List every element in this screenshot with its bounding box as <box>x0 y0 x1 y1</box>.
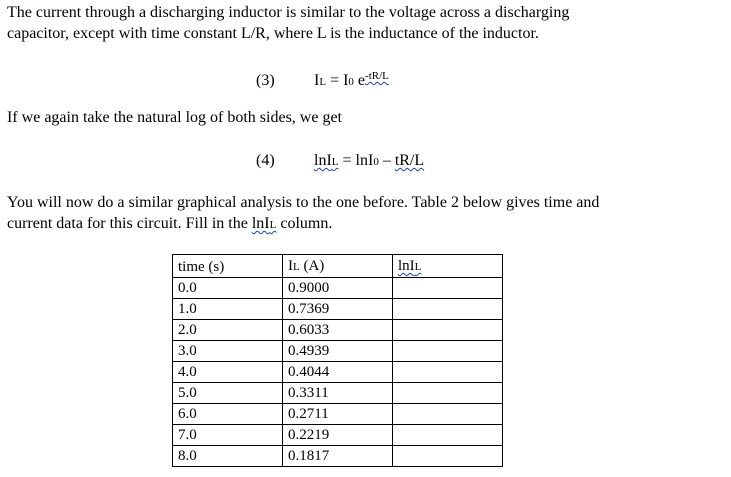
equation-3-e: e <box>353 72 366 89</box>
cell-current: 0.1817 <box>283 446 393 467</box>
header-ln <box>393 255 503 278</box>
data-table <box>172 254 503 467</box>
header-current-main: I <box>288 258 293 274</box>
cell-ln[interactable] <box>393 320 503 341</box>
table-row <box>173 299 503 320</box>
header-ln-main: lnI <box>398 258 415 274</box>
cell-time: 2.0 <box>173 320 283 341</box>
cell-time: 0.0 <box>173 278 283 299</box>
table-row <box>173 341 503 362</box>
equation-4-rhs-a: = lnI <box>338 152 374 169</box>
cell-time: 1.0 <box>173 299 283 320</box>
cell-ln[interactable] <box>393 383 503 404</box>
equation-4-rhs-b: – <box>378 152 395 169</box>
table-row <box>173 383 503 404</box>
cell-time: 4.0 <box>173 362 283 383</box>
table-row <box>173 425 503 446</box>
cell-ln[interactable] <box>393 278 503 299</box>
cell-current: 0.2219 <box>283 425 393 446</box>
instructions-line-2-before: current data for this circuit. Fill in the <box>7 215 252 232</box>
equation-3-equals: = I <box>326 72 349 89</box>
cell-current: 0.2711 <box>283 404 393 425</box>
cell-time: 8.0 <box>173 446 283 467</box>
equation-4 <box>256 151 424 172</box>
instructions-ln-main: lnI <box>251 215 270 232</box>
cell-time: 7.0 <box>173 425 283 446</box>
equation-3-number: (3) <box>256 72 275 89</box>
cell-time: 3.0 <box>173 341 283 362</box>
header-current <box>283 255 393 278</box>
cell-ln[interactable] <box>393 425 503 446</box>
table-row <box>173 362 503 383</box>
intro-line-1: The current through a discharging inductor is similar to the voltage across a discharging <box>7 4 570 21</box>
equation-3-exponent: -tR/L <box>365 70 389 82</box>
instructions-line-2 <box>7 213 332 236</box>
cell-ln[interactable] <box>393 404 503 425</box>
equation-4-rhs-c: tR/L <box>394 152 425 169</box>
instructions-ln-term <box>252 215 277 232</box>
equation-4-lhs-subscript: L <box>331 156 339 168</box>
equation-3-i0-subscript: 0 <box>348 76 354 88</box>
equation-3 <box>256 66 389 92</box>
middle-line: If we again take the natural log of both sides, we get <box>7 109 342 126</box>
cell-ln[interactable] <box>393 446 503 467</box>
cell-current: 0.7369 <box>283 299 393 320</box>
cell-current: 0.9000 <box>283 278 393 299</box>
cell-current: 0.6033 <box>283 320 393 341</box>
instructions-line-2-after: column. <box>276 215 333 232</box>
table-row <box>173 278 503 299</box>
instructions-ln-subscript: L <box>269 219 277 231</box>
cell-time: 6.0 <box>173 404 283 425</box>
table-header-row <box>173 255 503 278</box>
header-ln-term <box>398 258 421 274</box>
instructions-line-1: You will now do a similar graphical analysis to the one before. Table 2 below gives time and <box>7 194 600 211</box>
header-time: time (s) <box>173 255 283 278</box>
cell-time: 5.0 <box>173 383 283 404</box>
equation-3-lhs: I <box>314 72 320 89</box>
intro-line-2: capacitor, except with time constant L/R, where L is the inductance of the inductor. <box>7 25 539 42</box>
equation-4-lhs <box>314 152 339 169</box>
table-row <box>173 320 503 341</box>
header-current-unit: (A) <box>299 258 325 274</box>
cell-current: 0.3311 <box>283 383 393 404</box>
cell-ln[interactable] <box>393 341 503 362</box>
equation-3-lhs-subscript: L <box>319 76 327 88</box>
equation-4-number: (4) <box>256 152 275 169</box>
header-current-subscript: L <box>293 261 300 273</box>
equation-4-rhs-subscript: 0 <box>373 156 379 168</box>
equation-4-lhs-main: lnI <box>314 152 332 169</box>
table-row <box>173 404 503 425</box>
cell-current: 0.4044 <box>283 362 393 383</box>
cell-ln[interactable] <box>393 362 503 383</box>
cell-ln[interactable] <box>393 299 503 320</box>
header-ln-subscript: L <box>414 261 422 273</box>
cell-current: 0.4939 <box>283 341 393 362</box>
table-row <box>173 446 503 467</box>
